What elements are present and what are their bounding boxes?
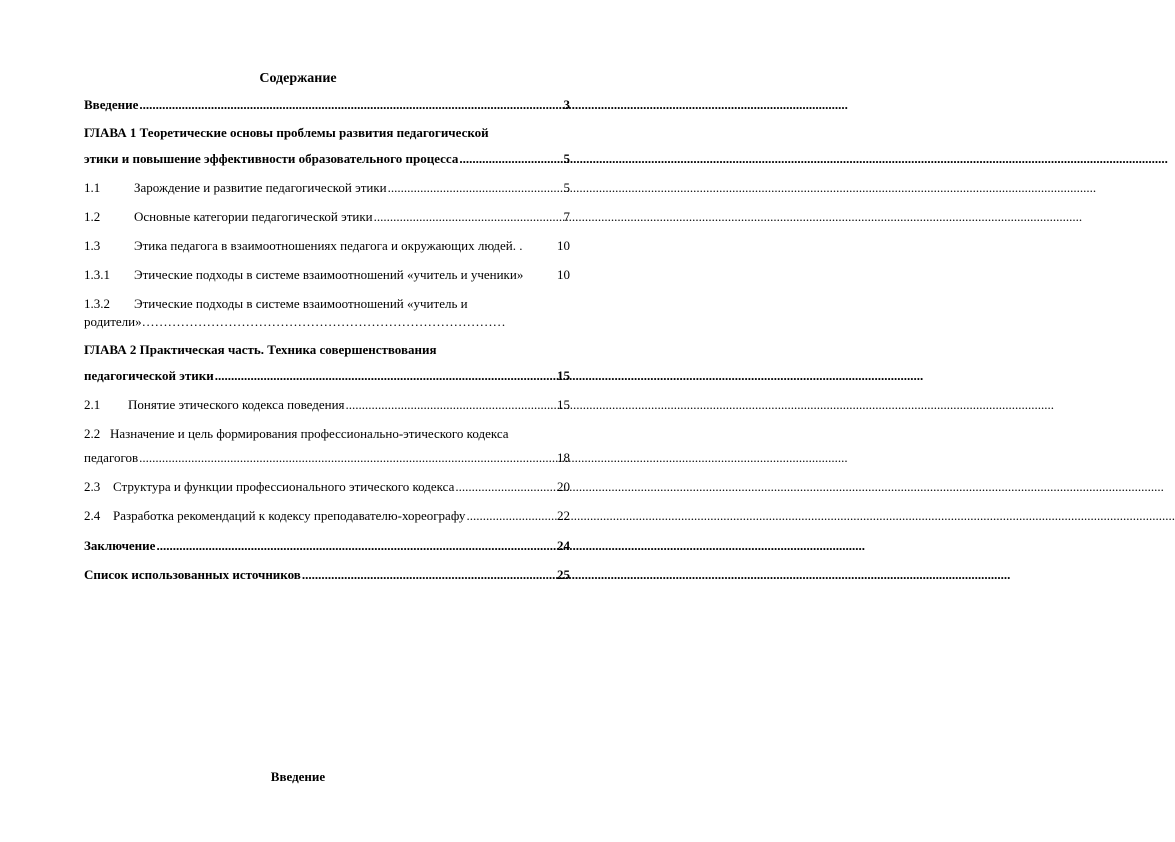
- toc-entry-label: Введение: [84, 97, 139, 112]
- toc-chapter1-line1[interactable]: ГЛАВА 1 Теоретические основы проблемы развития педагогической: [84, 125, 489, 140]
- toc-page-number: 15: [557, 397, 570, 412]
- toc-entry-2-2-line2[interactable]: [84, 450, 570, 466]
- toc-entry-label: Основные категории педагогической этики: [134, 209, 373, 224]
- toc-leader: [459, 151, 562, 167]
- toc-page-number: 10: [557, 267, 570, 282]
- toc-chapter2-line1[interactable]: ГЛАВА 2 Практическая часть. Техника совершенствования: [84, 342, 437, 357]
- toc-section-number: 2.2: [84, 426, 101, 441]
- toc-section-number: 2.1: [84, 397, 101, 412]
- toc-leader: [455, 479, 556, 495]
- toc-entry-1-2[interactable]: [84, 209, 570, 225]
- toc-page-number: 3: [563, 97, 570, 112]
- toc-page-number: 20: [557, 479, 570, 494]
- toc-entry-conclusion[interactable]: [84, 538, 570, 554]
- toc-section-number: 1.1: [84, 180, 101, 195]
- toc-entry-1-1[interactable]: [84, 180, 570, 196]
- toc-entry-1-3-2-line2[interactable]: родители»…………………………………………………………………………: [84, 314, 506, 329]
- toc-leader: [466, 508, 556, 524]
- toc-page-number: 15: [557, 368, 570, 383]
- toc-entry-sources[interactable]: [84, 567, 570, 583]
- toc-section-number: 2.4: [84, 508, 101, 523]
- toc-entry-2-3[interactable]: [84, 479, 570, 495]
- toc-page-number: 7: [563, 209, 570, 224]
- toc-entry-label: Этические подходы в системе взаимоотношений «учитель и ученики»: [134, 267, 524, 282]
- toc-entry-label: Назначение и цель формирования профессионально-этического кодекса: [110, 426, 509, 441]
- toc-entry-2-1[interactable]: [84, 397, 570, 413]
- toc-page-number: 10: [557, 238, 570, 253]
- toc-page-number: 22: [557, 508, 570, 523]
- toc-entry-2-2[interactable]: [84, 426, 570, 442]
- toc-section-number: 1.3.1: [84, 267, 110, 282]
- toc-entry-label: Разработка рекомендаций к кодексу преподавателю-хореографу: [113, 508, 466, 523]
- toc-section-number: 1.3.2: [84, 296, 110, 311]
- toc-leader: [215, 368, 556, 384]
- toc-section-number: 2.3: [84, 479, 101, 494]
- toc-entry-label: Список использованных источников: [84, 567, 301, 582]
- toc-leader: [139, 97, 562, 113]
- toc-entry-label: педагогической этики: [84, 368, 214, 383]
- toc-page-number: 18: [557, 450, 570, 465]
- toc-entry-label: Этика педагога в взаимоотношениях педагога и окружающих людей. .: [134, 238, 523, 253]
- toc-entry-chapter1[interactable]: [84, 151, 570, 167]
- toc-page-number: 5: [563, 151, 570, 166]
- toc-entry-label: Заключение: [84, 538, 156, 553]
- toc-page-number: 25: [557, 567, 570, 582]
- toc-leader: [302, 567, 556, 583]
- toc-entry-1-3-2[interactable]: [84, 296, 570, 312]
- toc-leader: [388, 180, 563, 196]
- toc-entry-label: Этические подходы в системе взаимоотношений «учитель и: [134, 296, 468, 311]
- toc-leader: [346, 397, 556, 413]
- next-section-heading: Введение: [270, 769, 326, 784]
- toc-section-number: 1.2: [84, 209, 101, 224]
- toc-page-number: 24: [557, 538, 570, 553]
- toc-section-number: 1.3: [84, 238, 101, 253]
- toc-leader: [374, 209, 563, 225]
- toc-page-number: 5: [563, 180, 570, 195]
- toc-entry-label: Понятие этического кодекса поведения: [128, 397, 345, 412]
- toc-entry-label: этики и повышение эффективности образовательного процесса: [84, 151, 459, 166]
- toc-entry-1-3-1[interactable]: [84, 267, 570, 283]
- toc-entry-chapter2[interactable]: [84, 368, 570, 384]
- toc-entry-2-4[interactable]: [84, 508, 570, 524]
- toc-entry-intro[interactable]: [84, 97, 570, 113]
- toc-entry-label: Зарождение и развитие педагогической этики: [134, 180, 387, 195]
- page-title: Содержание: [259, 71, 337, 86]
- toc-entry-label: педагогов: [84, 450, 139, 465]
- toc-entry-label: Структура и функции профессионального этического кодекса: [113, 479, 455, 494]
- toc-leader: [156, 538, 556, 554]
- toc-entry-1-3[interactable]: [84, 238, 570, 254]
- toc-leader: [139, 450, 556, 466]
